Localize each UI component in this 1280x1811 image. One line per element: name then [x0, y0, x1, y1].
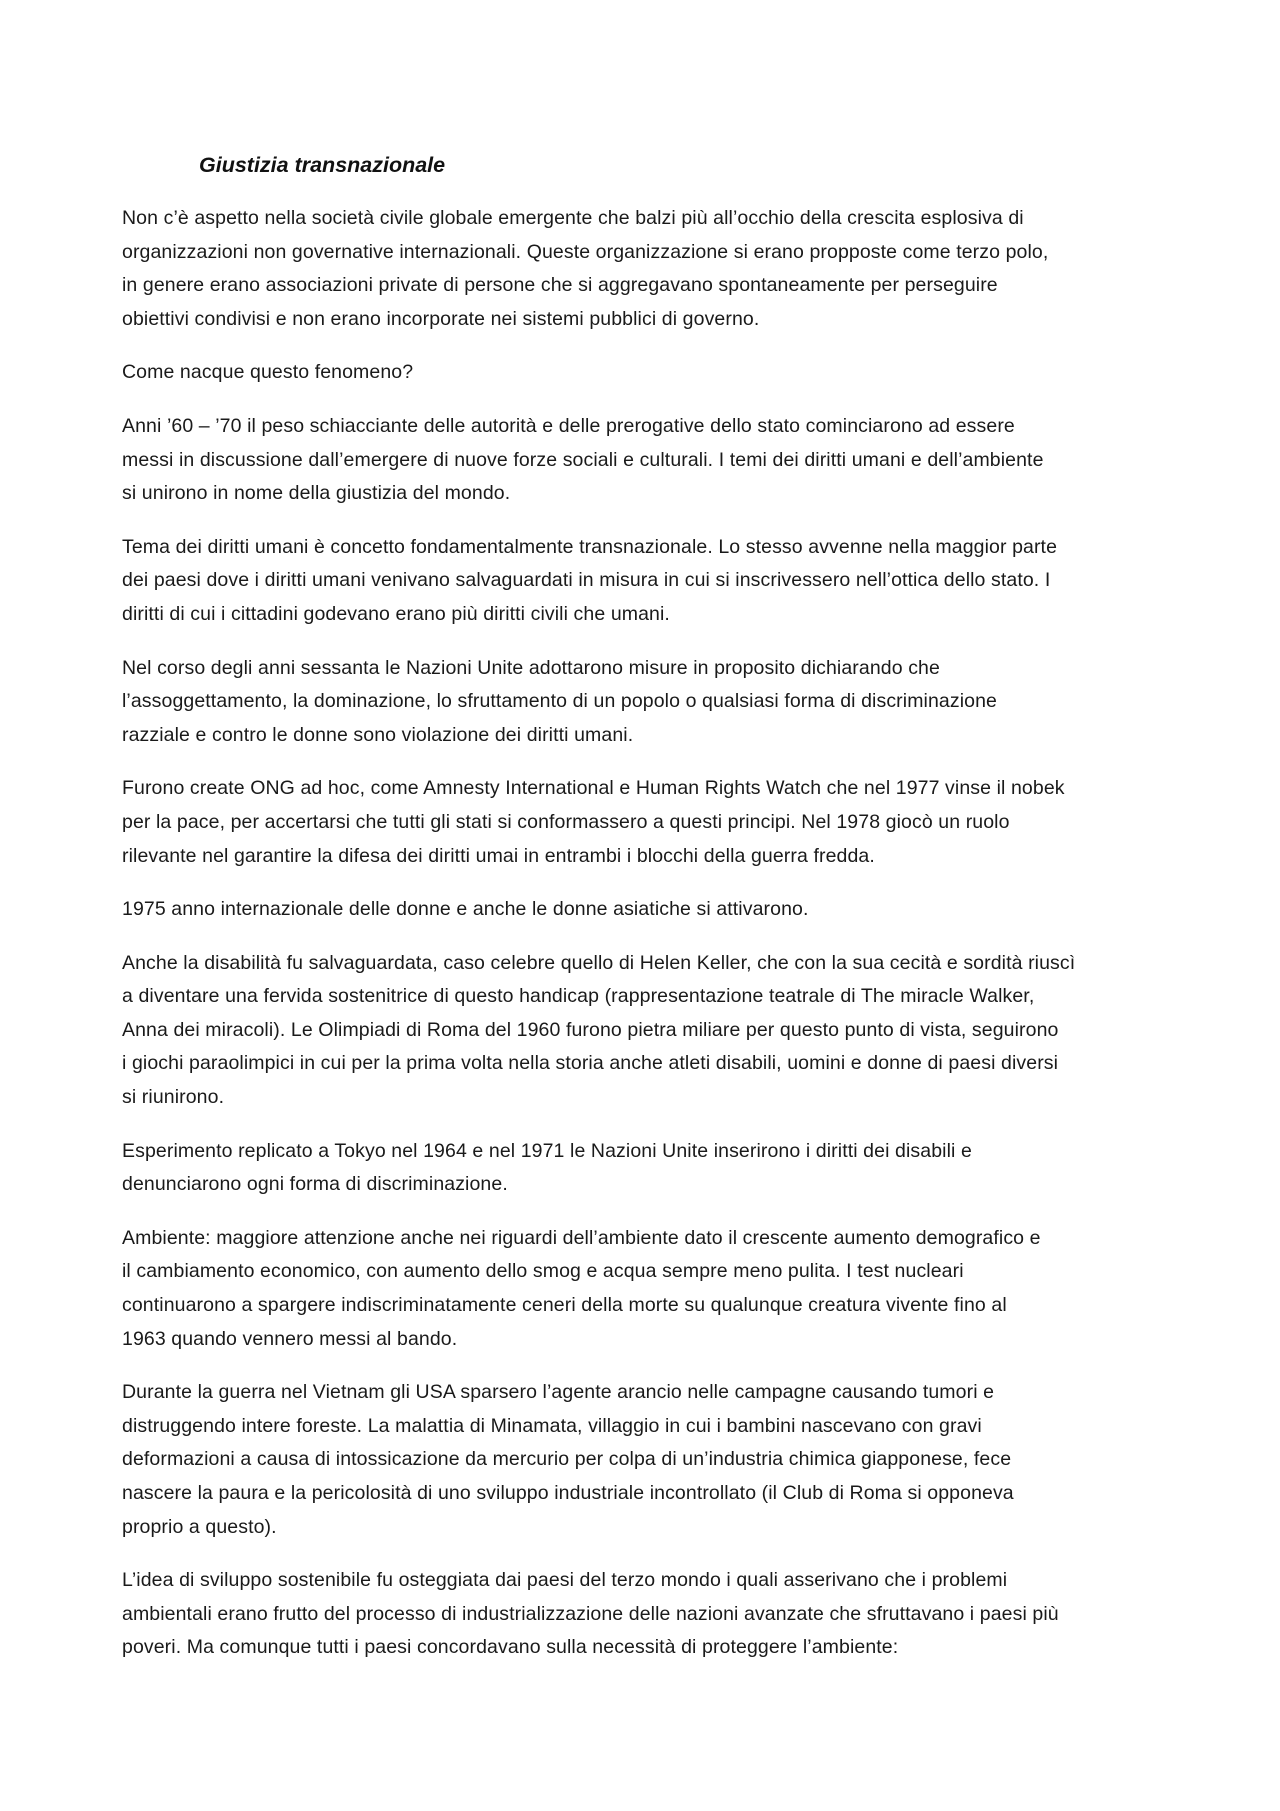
text-line: si riunirono. [122, 1086, 225, 1109]
paragraph-disability [122, 947, 1168, 1115]
paragraph-united-nations [122, 652, 1168, 753]
text-line: l’assoggettamento, la dominazione, lo sfruttamento di un popolo o qualsiasi forma di discriminazione [122, 690, 997, 713]
paragraph-ngo-growth [122, 202, 1168, 336]
text-line: razziale e contro le donne sono violazione dei diritti umani. [122, 723, 634, 746]
text-line: 1963 quando vennero messi al bando. [122, 1327, 458, 1350]
paragraph-vietnam [122, 1376, 1168, 1544]
text-line: Come nacque questo fenomeno? [122, 361, 414, 384]
text-line: il cambiamento economico, con aumento dello smog e acqua sempre meno pulita. I test nucleari [122, 1260, 964, 1283]
text-line: obiettivi condivisi e non erano incorporate nei sistemi pubblici di governo. [122, 307, 760, 330]
text-line: dei paesi dove i diritti umani venivano salvaguardati in misura in cui si inscrivessero nell’ottica dello stato. I [122, 569, 1051, 592]
text-line: proprio a questo). [122, 1515, 277, 1538]
text-line: continuarono a spargere indiscriminatamente ceneri della morte su qualunque creatura vivente fino al [122, 1294, 1007, 1317]
text-line: Durante la guerra nel Vietnam gli USA sparsero l’agente arancio nelle campagne causando tumori e [122, 1381, 995, 1404]
text-line: Ambiente: maggiore attenzione anche nei riguardi dell’ambiente dato il crescente aumento demografico e [122, 1226, 1041, 1249]
text-line: organizzazioni non governative internazionali. Queste organizzazione si erano propposte come terzo polo, [122, 240, 1049, 263]
text-line: per la pace, per accertarsi che tutti gli stati si conformassero a questi principi. Nel 1978 giocò un ruolo [122, 810, 1010, 833]
text-line: 1975 anno internazionale delle donne e anche le donne asiatiche si attivarono. [122, 898, 809, 921]
text-line: Anche la disabilità fu salvaguardata, caso celebre quello di Helen Keller, che con la sua cecità e sordità riuscì [122, 951, 1076, 974]
text-line: nascere la paura e la pericolosità di uno sviluppo industriale incontrollato (il Club di Roma si opponeva [122, 1482, 1014, 1504]
text-line: i giochi paraolimpici in cui per la prima volta nella storia anche atleti disabili, uomini e donne di paesi diversi [122, 1052, 1059, 1075]
text-line: deformazioni a causa di intossicazione da mercurio per colpa di un’industria chimica giapponese, fece [122, 1448, 1012, 1471]
paragraph-tokyo [122, 1135, 1168, 1202]
paragraph-ngo-ad-hoc [122, 772, 1168, 873]
text-line: Esperimento replicato a Tokyo nel 1964 e nel 1971 le Nazioni Unite inserirono i diritti dei disabili e [122, 1139, 972, 1162]
text-line: Anna dei miracoli). Le Olimpiadi di Roma del 1960 furono pietra miliare per questo punto di vista, seguirono [122, 1018, 1059, 1041]
text-line: si unirono in nome della giustizia del mondo. [122, 482, 511, 505]
text-line: messi in discussione dall’emergere di nuove forze sociali e culturali. I temi dei diritti umani e dell’ambiente [122, 448, 1044, 471]
text-line: ambientali erano frutto del processo di industrializzazione delle nazioni avanzate che sfruttavano i paesi più [122, 1602, 1059, 1625]
text-line: a diventare una fervida sostenitrice di questo handicap (rappresentazione teatrale di The miracle Walker, [122, 985, 1035, 1008]
text-line: Non c’è aspetto nella società civile globale emergente che balzi più all’occhio della crescita esplosiva di [122, 207, 1024, 229]
text-line: in genere erano associazioni private di persone che si aggregavano spontaneamente per perseguire [122, 274, 998, 297]
text-line: L’idea di sviluppo sostenibile fu osteggiata dai paesi del terzo mondo i quali asserivano che i problemi [122, 1569, 1008, 1592]
paragraph-sixties-seventies [122, 410, 1168, 511]
text-line: Furono create ONG ad hoc, come Amnesty International e Human Rights Watch che nel 1977 vinse il nobek [122, 777, 1065, 800]
paragraph-environment [122, 1222, 1168, 1356]
text-line: Tema dei diritti umani è concetto fondamentalmente transnazionale. Lo stesso avvenne nella maggior parte [122, 535, 1058, 558]
paragraph-question [122, 356, 1168, 390]
text-line: Nel corso degli anni sessanta le Nazioni Unite adottarono misure in proposito dichiarando che [122, 656, 940, 679]
paragraph-women-1975 [122, 893, 1168, 927]
text-line: diritti di cui i cittadini godevano erano più diritti civili che umani. [122, 602, 670, 625]
text-line: Anni ’60 – ’70 il peso schiacciante delle autorità e delle prerogative dello stato cominciarono ad essere [122, 414, 1015, 437]
text-line: rilevante nel garantire la difesa dei diritti umai in entrambi i blocchi della guerra fredda. [122, 844, 875, 867]
text-line: distruggendo intere foreste. La malattia di Minamata, villaggio in cui i bambini nascevano con gravi [122, 1414, 982, 1437]
text-line: denunciarono ogni forma di discriminazione. [122, 1173, 508, 1196]
document-title: Giustizia transnazionale [199, 153, 446, 177]
text-line: poveri. Ma comunque tutti i paesi concordavano sulla necessità di proteggere l’ambiente: [122, 1636, 899, 1659]
paragraph-human-rights [122, 531, 1168, 632]
paragraph-sustainable-development [122, 1564, 1168, 1665]
